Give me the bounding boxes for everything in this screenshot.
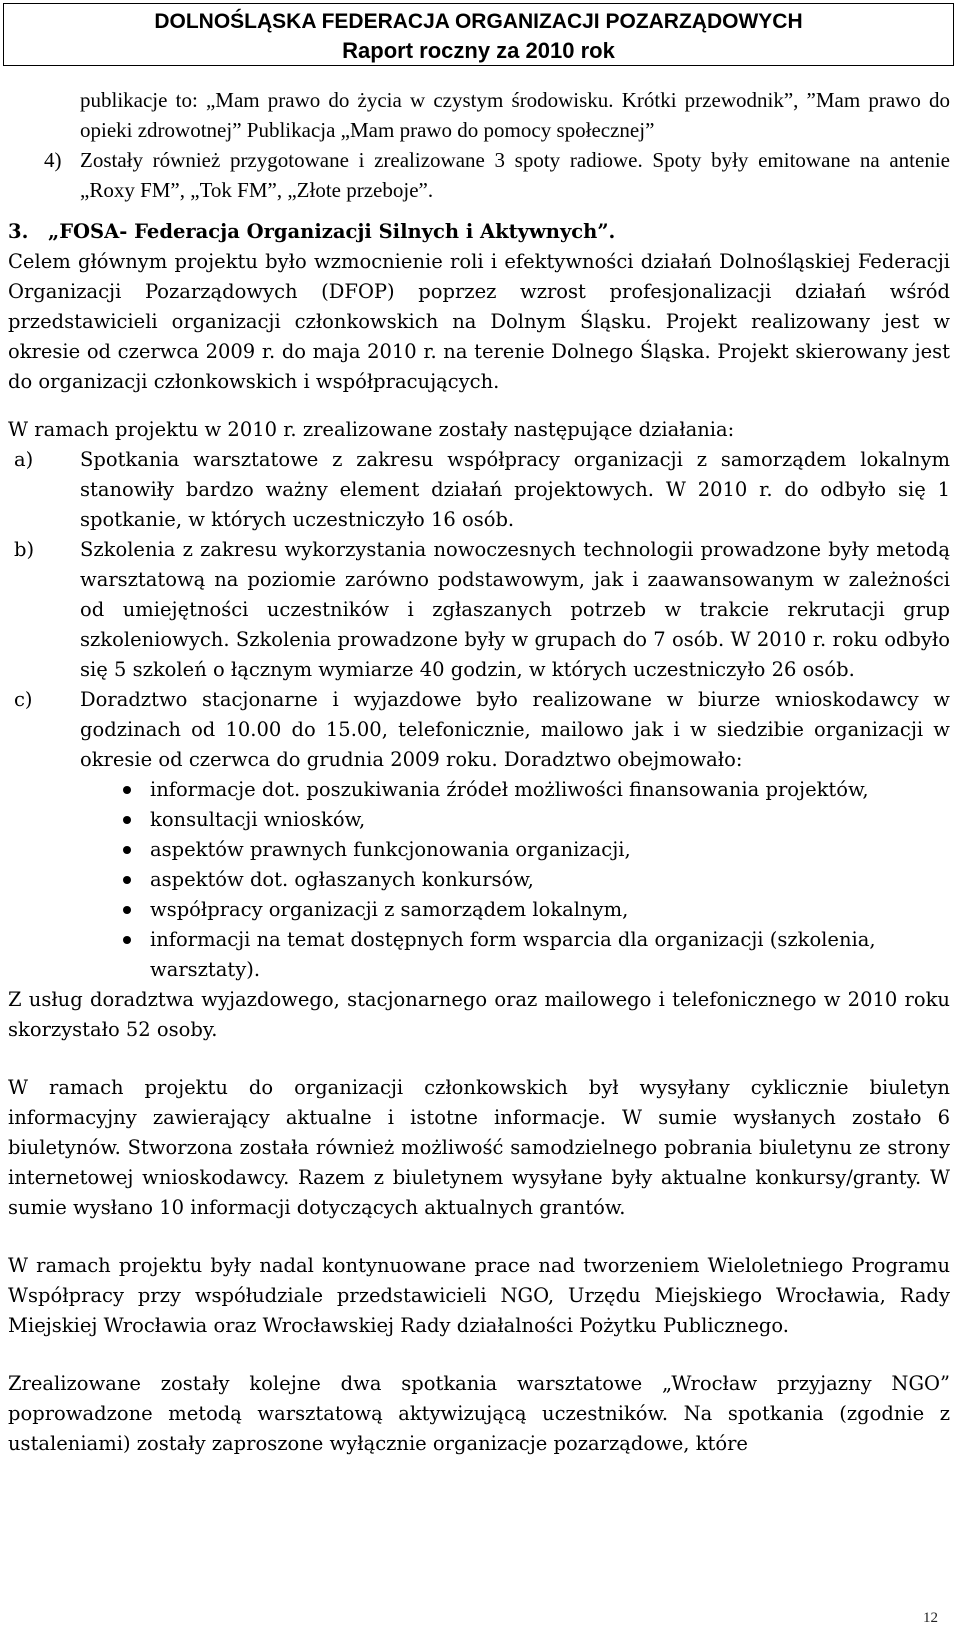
header-organization: DOLNOŚLĄSKA FEDERACJA ORGANIZACJI POZARZĄDOWYCH: [154, 10, 803, 33]
newsletter-paragraph: W ramach projektu do organizacji członkowskich był wysyłany cyklicznie biuletyn informacyjny zawierający aktualne i istotne informacje. W sumie wysłanych zostało 6 biuletynów. Stworzona została również możliwość samodzielnego pobrania biuletynu ze strony internetowej wnioskodawcy. Razem z biuletynem wysyłane były aktualne konkursy/granty. W sumie wysłano 10 informacji dotyczących aktualnych grantów.: [8, 1076, 950, 1219]
activity-text: Doradztwo stacjonarne i wyjazdowe było realizowane w biurze wnioskodawcy w godzinach od 10.00 do 15.00, telefonicznie, mailowo jak i w siedzibie organizacji w okresie od czerwca do grudnia 2009 roku. Doradztwo obejmowało:: [80, 688, 950, 771]
activity-item: [8, 685, 950, 775]
activities-intro: W ramach projektu w 2010 r. zrealizowane zostały następujące działania:: [8, 418, 735, 441]
section-title: „FOSA- Federacja Organizacji Silnych i Aktywnych”.: [48, 220, 616, 243]
bullet-item: [8, 835, 950, 865]
activity-item: [8, 535, 950, 685]
activity-label: b): [14, 538, 35, 561]
activity-text: Spotkania warsztatowe z zakresu współpracy organizacji z samorządem lokalnym stanowiły bardzo ważny element działań projektowych. W 2010 r. do odbyło się 1 spotkanie, w których uczestniczyło 16 osób.: [80, 448, 950, 531]
bullet-text: współpracy organizacji z samorządem lokalnym,: [150, 898, 629, 921]
page-header: [3, 3, 954, 66]
bullet-text: informacje dot. poszukiwania źródeł możliwości finansowania projektów,: [150, 778, 869, 801]
bullet-text: aspektów dot. ogłaszanych konkursów,: [150, 868, 534, 891]
list-item-number: 4): [44, 148, 62, 172]
bullet-item: [8, 895, 950, 925]
bullet-text: konsultacji wniosków,: [150, 808, 366, 831]
bullet-icon: [123, 816, 131, 824]
bullet-item: [8, 805, 950, 835]
bullet-icon: [123, 846, 131, 854]
activity-item: [8, 445, 950, 535]
bullet-item: [8, 775, 950, 805]
activity-label: a): [14, 448, 34, 471]
bullet-text: aspektów prawnych funkcjonowania organizacji,: [150, 838, 631, 861]
list-item-radio-spots: [8, 145, 950, 205]
bullet-icon: [123, 876, 131, 884]
workshops-paragraph: Zrealizowane zostały kolejne dwa spotkania warsztatowe „Wrocław przyjazny NGO” poprowadzone metodą warsztatową aktywizującą uczestników. Na spotkania (zgodnie z ustaleniami) zostały zaproszone wyłącznie organizacje pozarządowe, które: [8, 1372, 950, 1455]
bullet-icon: [123, 906, 131, 914]
list-item-text: Zostały również przygotowane i zrealizowane 3 spoty radiowe. Spoty były emitowane na antenie „Roxy FM”, „Tok FM”, „Złote przeboje”.: [80, 148, 950, 202]
cooperation-program-paragraph: W ramach projektu były nadal kontynuowane prace nad tworzeniem Wieloletniego Programu Współpracy przy współudziale przedstawicieli NGO, Urzędu Miejskiego Wrocławia, Rady Miejskiej Wrocławia oraz Wrocławskiej Rady działalności Pożytku Publicznego.: [8, 1254, 950, 1337]
page-body: [8, 85, 950, 1459]
section-heading: [8, 217, 950, 247]
activity-text: Szkolenia z zakresu wykorzystania nowoczesnych technologii prowadzone były metodą warsztatową na poziomie zarówno podstawowym, jak i zaawansowanym w zależności od umiejętności uczestników i zgłaszanych potrzeb w trakcie rekrutacji grup szkoleniowych. Szkolenia prowadzone były w grupach do 7 osób. W 2010 r. roku odbyło się 5 szkoleń o łącznym wymiarze 40 godzin, w których uczestniczyło 26 osób.: [80, 538, 950, 681]
activity-label: c): [14, 688, 33, 711]
project-goal-paragraph: Celem głównym projektu było wzmocnienie roli i efektywności działań Dolnośląskiej Federacji Organizacji Pozarządowych (DFOP) poprzez wzrost profesjonalizacji działań wśród przedstawicieli organizacji członkowskich na Dolnym Śląsku. Projekt realizowany jest w okresie od czerwca 2009 r. do maja 2010 r. na terenie Dolnego Śląska. Projekt skierowany jest do organizacji członkowskich i współpracujących.: [8, 250, 950, 393]
header-report-title: Raport roczny za 2010 rok: [342, 38, 615, 63]
bullet-icon: [123, 786, 131, 794]
advisory-summary-paragraph: Z usług doradztwa wyjazdowego, stacjonarnego oraz mailowego i telefonicznego w 2010 roku skorzystało 52 osoby.: [8, 988, 950, 1041]
bullet-item: [8, 925, 950, 985]
publications-continuation: publikacje to: „Mam prawo do życia w czystym środowisku. Krótki przewodnik”, ”Mam prawo do opieki zdrowotnej” Publikacja „Mam prawo do pomocy społecznej”: [80, 88, 950, 142]
page-number: 12: [923, 1610, 938, 1626]
bullet-icon: [123, 936, 131, 944]
bullet-text: informacji na temat dostępnych form wsparcia dla organizacji (szkolenia, warsztaty).: [150, 928, 876, 981]
bullet-item: [8, 865, 950, 895]
section-number: 3.: [8, 220, 29, 243]
